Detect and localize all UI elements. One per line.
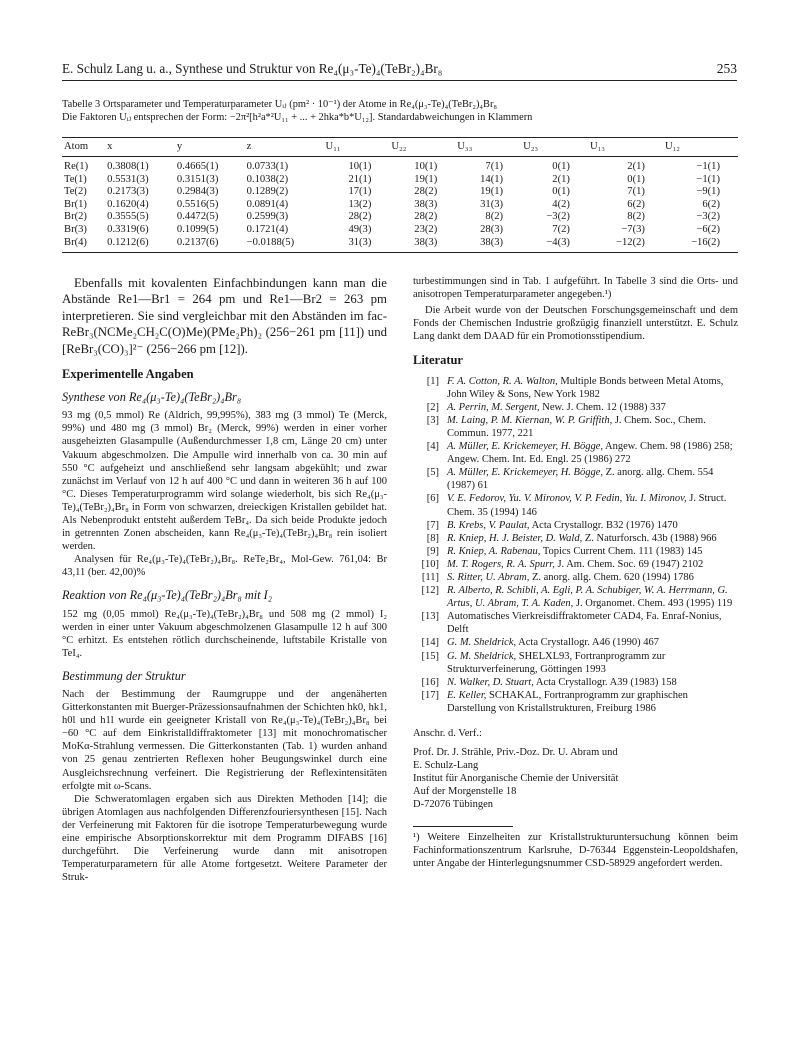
table-cell: 38(3) [455, 237, 521, 253]
table-cell: −3(2) [696, 211, 720, 223]
right-column [413, 275, 738, 870]
reference-authors: M. T. Rogers, R. A. Spurr, [447, 558, 555, 570]
reference-authors: A. Perrin, M. Sergent, [447, 401, 540, 413]
table-cell: 0.1099(5) [176, 223, 219, 235]
column-header: U₁₃ [588, 138, 663, 157]
address-line: Auf der Morgenstelle 18 [413, 786, 517, 798]
table-cell: Br(1) [64, 198, 87, 210]
table-caption-formula: Die Faktoren Uᵢⱼ entsprechen der Form: −2π²[h²a*²U₁₁ + ... + 2hka*b*U₁₂]. Standardabweichungen in Klammern [62, 112, 533, 123]
table-cell: 10(1) [414, 161, 438, 172]
reference-number: [7] [426, 519, 439, 531]
reference-authors: V. E. Fedorov, Yu. V. Mironov, V. P. Fedin, Yu. I. Mironov, [447, 493, 687, 505]
reference-item [413, 519, 738, 532]
table-cell: 28(2) [414, 186, 438, 198]
column-header: U₁₁ [324, 138, 390, 157]
structure-heading: Bestimmung der Struktur [62, 668, 186, 683]
reference-authors: M. Laing, P. M. Kiernan, W. P. Griffith, [447, 414, 613, 426]
table-cell: 21(1) [348, 173, 372, 185]
address-line: D-72076 Tübingen [413, 799, 494, 811]
column-header: x [105, 138, 175, 157]
table-cell: 0(1) [552, 161, 570, 172]
structure-paragraph: Nach der Bestimmung der Raumgruppe und der angenäherten Gitterkonstanten mit Buerger-Präzessionsaufnahmen der Schichten hk0, hk1, h0l und h1l wurde ein geeigneter Kristall von Re₄(μ₃-Te)₄(TeBr₂)₄Br₈ bei −60 °C auf dem Einkristalldiffraktometer [13] mit monochromatischer MoKα-Strahlung vermessen. Die Gitterkonstanten (Tab. 1) wurden anhand von 25 genau zentrierten Reflexen hoher Beugungswinkel durch eine Ausgleichsrechnung verfeinert. Die Registrierung der Reflexintensitäten erfolgte mit ω-Scans. [62, 689, 387, 792]
continuation-paragraph: turbestimmungen sind in Tab. 1 aufgeführt. In Tabelle 3 sind die Orts- und anisotropen Temperaturparameter angegeben.¹) [413, 276, 738, 301]
column-header: U₂₂ [389, 138, 455, 157]
table-cell: 2(1) [552, 173, 570, 185]
table-cell: 0.3808(1) [107, 161, 149, 172]
reference-item [413, 414, 738, 440]
column-header: Atom [62, 138, 105, 157]
table-cell: 4(2) [552, 198, 570, 210]
reaction-heading: Reaktion von Re₄(μ₃-Te)₄(TeBr₂)₄Br₈ mit I₂ [62, 588, 273, 603]
footnote: ¹) Weitere Einzelheiten zur Kristallstrukturuntersuchung können beim Fachinformationszentrum Karlsruhe, D-76344 Eggenstein-Leopoldshafen, unter Angabe der Hinterlegungsnummer CSD-58929 angefordert werden. [413, 831, 738, 869]
reference-source: Acta Crystallogr. A46 (1990) 467 [516, 637, 660, 649]
reference-item [413, 636, 738, 649]
table-row [62, 224, 738, 237]
table-cell: 10(1) [348, 161, 372, 172]
table-cell: 8(2) [627, 211, 645, 223]
table-cell: 28(2) [414, 211, 438, 223]
table-header-row [62, 138, 738, 157]
reference-source: Topics Current Chem. 111 (1983) 145 [540, 545, 703, 557]
table-cell: 13(2) [348, 198, 372, 210]
table-caption: Tabelle 3 Ortsparameter und Temperaturparameter Uᵢⱼ (pm² · 10⁻¹) der Atome in Re₄(μ₃-Te)₄(TeBr₂)₄Br₈ [62, 99, 498, 110]
reference-item [413, 689, 738, 715]
reference-source: SCHAKAL, Fortranprogramm zur graphischen Darstellung von Kristallstrukturen, Freiburg 1986 [447, 689, 688, 714]
reference-number: [5] [426, 467, 439, 479]
page-number: 253 [716, 61, 737, 76]
table-cell: −12(2) [588, 237, 663, 253]
table-cell: Te(2) [64, 186, 87, 198]
reference-number: [3] [426, 414, 439, 426]
table-cell: 0.3151(3) [176, 173, 219, 185]
acknowledgement-paragraph: Die Arbeit wurde von der Deutschen Forschungsgemeinschaft und dem Fonds der Chemischen Industrie großzügig finanziell unterstützt. E. Schulz Lang dankt dem DAAD für ein Promotionsstipendium. [413, 305, 738, 343]
synthesis-paragraph: 93 mg (0,5 mmol) Re (Aldrich, 99,995%), 383 mg (3 mmol) Te (Merck, 99%) und 480 mg (3 mmol) Br₂ (Merck, 99%) werden in einer vorher ausgeheizten Glasampulle (Außendurchmesser 1,8 cm, Länge 20 cm) unter Vakuum abgeschmolzen. Die Ampulle wird innerhalb von ca. 30 min auf 550 °C aufgeheizt und anschließend sehr langsam abgekühlt; und zwar zunächst im Verlauf von 12 h auf 400 °C und dann in weiteren 36 h auf 100 °C. Dieses Temperaturprogramm wird solange wiederholt, bis sich Re₄(μ₃-Te)₄(TeBr₂)₄Br₈ in Form von schwarzen, dreieckigen Kristallen gebildet hat. Als Nebenprodukt entsteht außerdem TeBr₄. Da sich beide Produkte jedoch in getrennten Zonen abscheiden, kann Re₄(μ₃-Te)₄(TeBr₂)₄Br₈ rein isoliert werden. [62, 410, 387, 553]
reference-item [413, 466, 738, 492]
reference-authors: G. M. Sheldrick, [447, 637, 517, 649]
column-header: U₃₃ [455, 138, 521, 157]
reference-item [413, 650, 738, 676]
table-cell: 0.1212(6) [105, 237, 175, 253]
table-cell: 14(1) [480, 173, 504, 185]
table-cell: −0.0188(5) [245, 237, 324, 253]
reference-item [413, 676, 738, 689]
table-cell: 0.1620(4) [107, 198, 149, 210]
table-cell: −9(1) [696, 186, 720, 198]
table-cell: 31(3) [480, 198, 504, 210]
reference-source: SHELXL93, Fortranprogramm zur Strukturverfeinerung, Göttingen 1993 [447, 650, 666, 675]
reference-source: Z. anorg. allg. Chem. 620 (1994) 1786 [529, 571, 694, 583]
table-cell: −1(1) [696, 161, 720, 172]
reference-number: [4] [426, 441, 439, 453]
reference-item [413, 375, 738, 401]
reference-number: [1] [426, 375, 439, 387]
reference-authors: N. Walker, D. Stuart, [447, 676, 534, 688]
table-cell: 0.1721(4) [246, 223, 289, 235]
table-cell: −7(3) [621, 223, 645, 235]
reference-number: [15] [421, 650, 439, 662]
reference-list [413, 375, 738, 715]
reference-item [413, 610, 738, 636]
table-cell: −3(2) [546, 211, 570, 223]
table-cell: 38(3) [389, 237, 455, 253]
table-cell: −16(2) [663, 237, 738, 253]
reference-source: Automatisches Vierkreisdiffraktometer CAD4, Fa. Enraf-Nonius, Delft [447, 611, 722, 636]
reference-item [413, 571, 738, 584]
table-cell: Br(4) [62, 237, 105, 253]
address-label: Anschr. d. Verf.: [413, 728, 482, 739]
table-cell: −1(1) [696, 173, 720, 185]
reference-number: [11] [421, 571, 439, 583]
reaction-paragraph: 152 mg (0,05 mmol) Re₄(μ₃-Te)₄(TeBr₂)₄Br₈ und 508 mg (2 mmol) I₂ werden in einer unter Vakuum abgeschmolzenen Glasampulle 12 h auf 300 °C erhitzt. Es entstehen rötlich durchscheinende, luftstabile Kristalle von TeI₄. [62, 608, 387, 659]
table-cell: 0.4472(5) [176, 211, 219, 223]
analysis-paragraph: Analysen für Re₄(μ₃-Te)₄(TeBr₂)₄Br₈. ReTe₂Br₄, Mol-Gew. 761,04: Br 43,11 (ber. 42,00)% [62, 554, 387, 579]
table-cell: 0.1289(2) [246, 186, 289, 198]
table-row [62, 157, 738, 174]
reference-source: J. Am. Chem. Soc. 69 (1947) 2102 [554, 558, 704, 570]
reference-source: Z. Naturforsch. 43b (1988) 966 [582, 532, 717, 544]
reference-number: [8] [426, 532, 439, 544]
table-cell: 8(2) [485, 211, 504, 223]
table-cell: 0.3319(6) [107, 223, 149, 235]
reference-item [413, 584, 738, 610]
table-cell: 0(1) [627, 173, 645, 185]
running-header [62, 60, 737, 81]
reference-authors: A. Müller, E. Krickemeyer, H. Bögge, [447, 441, 603, 453]
table-row [62, 237, 738, 253]
table-cell: 28(3) [480, 223, 504, 235]
table-cell: 38(3) [414, 198, 438, 210]
reference-authors: R. Alberto, R. Schibli, A. Egli, P. A. Schubiger, W. A. Herrmann, G. Artus, U. Abram, T. A. Kaden, [447, 585, 728, 610]
structure-paragraph-2: Die Schweratomlagen ergaben sich aus Direkten Methoden [14]; die übrigen Atomlagen aus nachfolgenden Differenzfouriersynthesen [15]. Nach der Verfeinerung mit Faktoren für die isotrope Temperaturbewegung wurde eine empirische Absorptionskorrektur mit dem Programm DIFABS [16] durchgeführt. Die Verfeinerung wurde dann mit anisotropen Temperaturparametern für alle Atome fortgesetzt. Weitere Parameter der Struk- [62, 793, 387, 884]
table-cell: 0.2599(3) [246, 211, 289, 223]
table-cell: 19(1) [480, 186, 504, 198]
column-header: U₂₃ [521, 138, 588, 157]
table-cell: 2(1) [627, 161, 645, 172]
reference-number: [6] [426, 493, 439, 505]
reference-number: [16] [421, 676, 439, 688]
table-cell: 0.2173(3) [107, 186, 149, 198]
reference-source: J. Organomet. Chem. 493 (1995) 119 [573, 598, 733, 610]
reference-item [413, 492, 738, 518]
table-cell: Br(3) [64, 223, 87, 235]
reference-number: [13] [421, 611, 439, 623]
footnote-rule [413, 826, 513, 827]
reference-number: [10] [421, 558, 439, 570]
table-row [62, 211, 738, 224]
left-column [62, 275, 387, 884]
reference-number: [12] [421, 585, 439, 597]
author-address [413, 746, 738, 811]
reference-item [413, 532, 738, 545]
column-header: y [175, 138, 245, 157]
reference-item [413, 440, 738, 466]
reference-source: Acta Crystallogr. A39 (1983) 158 [533, 676, 677, 688]
table-cell: −6(2) [696, 223, 720, 235]
reference-authors: R. Kniep, H. J. Beister, D. Wald, [447, 532, 583, 544]
reference-authors: S. Ritter, U. Abram, [447, 571, 530, 583]
address-line: Prof. Dr. J. Strähle, Priv.-Doz. Dr. U. Abram und [413, 747, 618, 759]
reference-source: Z. anorg. allg. Chem. 554 (1987) 61 [447, 467, 714, 492]
table-cell: Br(2) [64, 211, 87, 223]
reference-item [413, 545, 738, 558]
synthesis-heading: Synthese von Re₄(μ₃-Te)₄(TeBr₂)₄Br₈ [62, 390, 242, 405]
experimental-heading: Experimentelle Angaben [62, 367, 194, 382]
table-cell: 0.5516(5) [176, 198, 219, 210]
column-header: U₁₂ [663, 138, 738, 157]
intro-paragraph: Ebenfalls mit kovalenten Einfachbindungen kann man die Abstände Re1—Br1 = 264 pm und Re1—Br2 = 263 pm interpretieren. Sie sind vergleichbar mit den Abständen im fac-ReBr₃(NCMe₂CH₂C(O)Me)(PMe₂Ph)₂ (256−261 pm [11]) und [ReBr₃(CO)₃]²⁻ (256−266 pm [12]). [62, 276, 387, 356]
table-cell: 19(1) [414, 173, 438, 185]
reference-authors: G. M. Sheldrick, [447, 650, 517, 662]
table-cell: −4(3) [521, 237, 588, 253]
table-cell: 7(2) [552, 223, 570, 235]
table-row [62, 186, 738, 199]
reference-authors: F. A. Cotton, R. A. Walton, [447, 375, 558, 387]
reference-authors: R. Kniep, A. Rabenau, [447, 545, 541, 557]
table-cell: 7(1) [627, 186, 645, 198]
reference-number: [17] [421, 689, 439, 701]
reference-source: Acta Crystallogr. B32 (1976) 1470 [529, 519, 678, 531]
table-cell: 0.1038(2) [246, 173, 289, 185]
table-cell: Te(1) [64, 173, 87, 185]
table-cell: 23(2) [414, 223, 438, 235]
table-cell: 49(3) [348, 223, 372, 235]
reference-source: J. Chem. Soc., Chem. Commun. 1977, 221 [447, 414, 706, 439]
reference-number: [9] [426, 545, 439, 557]
table-cell: 0.0733(1) [246, 161, 289, 172]
literature-heading: Literatur [413, 353, 463, 368]
column-header: z [245, 138, 324, 157]
table-cell: 17(1) [348, 186, 372, 198]
table-row [62, 199, 738, 212]
table-cell: 0.0891(4) [246, 198, 289, 210]
table-cell: 31(3) [324, 237, 390, 253]
reference-source: Angew. Chem. 98 (1986) 258; Angew. Chem. Int. Ed. Engl. 25 (1986) 272 [447, 441, 733, 466]
running-title: E. Schulz Lang u. a., Synthese und Struktur von Re₄(μ₃-Te)₄(TeBr₂)₄Br₈ [62, 61, 443, 76]
table-cell: 0.2984(3) [176, 186, 219, 198]
table-cell: 0(1) [552, 186, 570, 198]
reference-item [413, 558, 738, 571]
table-cell: 6(2) [627, 198, 645, 210]
reference-source: J. Struct. Chem. 35 (1994) 146 [447, 493, 727, 518]
table-cell: 0.5531(3) [107, 173, 149, 185]
table-row [62, 174, 738, 187]
table-cell: 0.2137(6) [175, 237, 245, 253]
table-cell: 6(2) [702, 198, 720, 210]
reference-authors: A. Müller, E. Krickemeyer, H. Bögge, [447, 467, 603, 479]
address-line: Institut für Anorganische Chemie der Universität [413, 773, 619, 785]
table-cell: 28(2) [348, 211, 372, 223]
reference-authors: B. Krebs, V. Paulat, [447, 519, 530, 531]
reference-source: Multiple Bonds between Metal Atoms, John Wiley & Sons, New York 1982 [447, 375, 724, 400]
table-cell: 7(1) [485, 161, 504, 172]
reference-source: New. J. Chem. 12 (1988) 337 [539, 401, 666, 413]
reference-authors: E. Keller, [447, 689, 487, 701]
reference-number: [2] [426, 401, 439, 413]
reference-item [413, 401, 738, 414]
address-line: E. Schulz-Lang [413, 760, 479, 772]
parameter-table [62, 137, 738, 253]
table-cell: 0.4665(1) [176, 161, 219, 172]
reference-number: [14] [421, 637, 439, 649]
table-cell: 0.3555(5) [107, 211, 149, 223]
table-cell: Re(1) [64, 161, 89, 172]
